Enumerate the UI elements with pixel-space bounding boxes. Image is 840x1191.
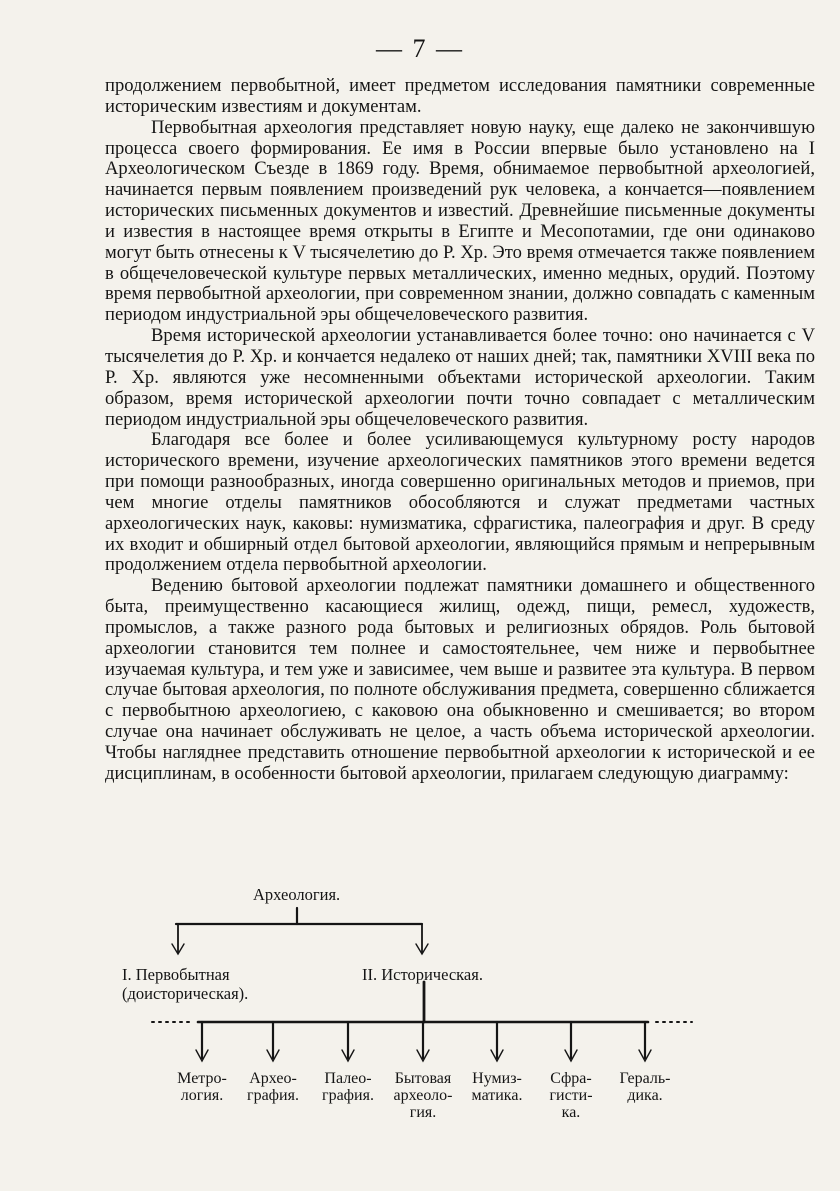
root-label: Археология.	[253, 885, 341, 904]
leaf-metrology: Метро- логия.	[177, 1070, 227, 1104]
paragraph: Время исторической археологии устанавливается более точно: оно начинается с V тысячелетия до Р. Хр. и кончается недалеко от наших дней; так, памятники XVIII века по Р. Хр. являются уже несомненными объектами исторической археологии. Таким образом, время исторической археологии почти точно совпадает с металлическим периодом индустриальной эры общечеловеческого развития.	[105, 325, 815, 430]
leaf-paleography: Палео- графия.	[322, 1070, 374, 1104]
primitive-sublabel: (доисторическая).	[122, 984, 249, 1003]
archaeology-diagram	[0, 870, 840, 1170]
historical-label: II. Историческая.	[362, 965, 483, 984]
diagram-lines	[0, 870, 840, 1170]
paragraph: Первобытная археология представляет новую науку, еще далеко не закончившую процесса своего формирования. Ее имя в России впервые было установлено на I Археологическом Съезде в 1869 году. Время, обнимаемое первобытной археологией, начинается первым появлением произведений рук человека, а кончается—появлением исторических письменных документов и известий. Древнейшие письменные документы и известия в настоящее время открыты в Египте и Месопотамии, где они одинаково могут быть отнесены к V тысячелетию до Р. Хр. Это время отмечается также появлением в общечеловеческой культуре первых металлических, именно медных, орудий. Поэтому время первобытной археологии, при современном знании, должно совпадать с каменным периодом индустриальной эры общечеловеческого развития.	[105, 116, 815, 326]
leaf-domestic-archaeology: Бытовая археоло- гия.	[393, 1070, 453, 1121]
paragraph: Ведению бытовой археологии подлежат памятники домашнего и общественного быта, преимущественно касающиеся жилищ, одежд, пищи, ремесл, художеств, промыслов, а также разного рода бытовых и религиозных обрядов. Роль бытовой археологии становится тем полнее и самостоятельнее, чем ниже и первобытнее изучаемая культура, и тем уже и зависимее, чем выше и развитее эта культура. В первом случае бытовая археология, по полноте обслуживания предмета, совершенно сближается с первобытною археологиею, с каковою она обыкновенно и смешивается; во втором случае она начинает обслуживать не целое, а часть объема исторической археологии. Чтобы нагляднее представить отношение первобытной археологии к исторической и ее дисциплинам, в особенности бытовой археологии, прилагаем следующую диаграмму:	[105, 575, 815, 784]
paragraph-continuation: продолжением первобытной, имеет предметом исследования памятники современные историческим известиям и документам.	[105, 75, 815, 117]
paragraph: Благодаря все более и более усиливающемуся культурному росту народов исторического времени, изучение археологических памятников этого времени ведется при помощи разнообразных, иногда совершенно оригинальных методов и приемов, при чем многие отделы памятников обособляются и служат предметами частных археологических наук, каковы: нумизматика, сфрагистика, палеография и друг. В среду их входит и обширный отдел бытовой археологии, являющийся прямым и непрерывным продолжением отдела первобытной археологии.	[105, 429, 815, 576]
primitive-label: I. Первобытная	[122, 965, 230, 984]
leaf-archeography: Архео- графия.	[247, 1070, 299, 1104]
leaf-sphragistics: Сфра- гисти- ка.	[549, 1070, 593, 1121]
page-number: — 7 —	[376, 34, 464, 63]
body-text	[105, 76, 815, 785]
leaf-heraldry: Гераль- дика.	[619, 1070, 671, 1104]
leaf-numismatics: Нумиз- матика.	[471, 1070, 523, 1104]
